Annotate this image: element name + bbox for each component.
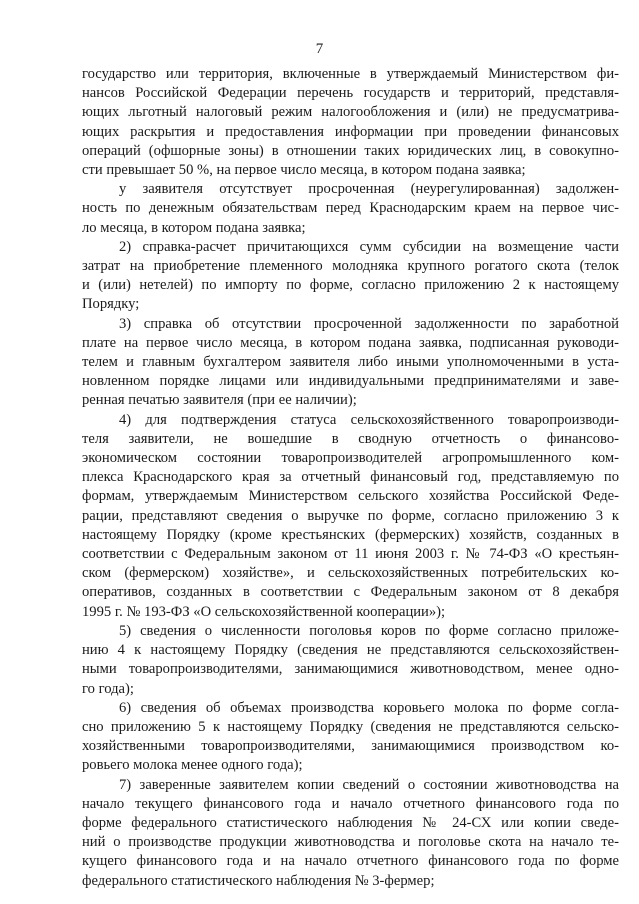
text-line: ском (фермерском) хозяйстве», и сельскохозяйственных потребительских ко-	[82, 565, 619, 582]
text-line: оперативов, созданных в соответствии с Федеральным законом от 8 декабря	[82, 584, 619, 601]
text-line: 3) справка об отсутствии просроченной задолженности по заработной	[119, 315, 619, 332]
text-line: соответствии с Федеральным законом от 11 июня 2003 г. № 74-ФЗ «О крестьян-	[82, 546, 619, 563]
text-line: экономическом состоянии товаропроизводителей агропромышленного ком-	[82, 450, 619, 467]
text-line: ло месяца, в котором подана заявка;	[82, 219, 306, 236]
paragraph	[82, 411, 619, 622]
text-line: у заявителя отсутствует просроченная (неурегулированная) задолжен-	[119, 181, 619, 198]
text-line: 6) сведения об объемах производства коровьего молока по форме согла-	[119, 699, 619, 716]
text-line: формам, утверждаемым Министерством сельского хозяйства Российской Феде-	[82, 488, 619, 505]
paragraph	[82, 622, 619, 699]
text-line: сти превышает 50 %, на первое число месяца, в котором подана заявка;	[82, 162, 526, 179]
text-line: 5) сведения о численности поголовья коров по форме согласно приложе-	[119, 622, 619, 639]
text-line: ний о производстве продукции животноводства и поголовье скота на начало те-	[82, 834, 619, 851]
text-line: ющих льготный налоговый режим налогообложения и (или) не предусматрива-	[82, 104, 619, 121]
text-line: кущего финансового года и на начало отчетного финансового года по форме	[82, 853, 619, 870]
paragraph	[82, 238, 619, 315]
paragraph	[82, 180, 619, 238]
text-line: хозяйственными товаропроизводителями, занимающимися производством ко-	[82, 738, 619, 755]
document-body	[82, 65, 619, 891]
paragraph	[82, 65, 619, 180]
paragraph	[82, 776, 619, 891]
text-line: го года);	[82, 680, 134, 697]
text-line: сно приложению 5 к настоящему Порядку (сведения не представляются сельско-	[82, 718, 619, 735]
text-line: теля заявители, не вошедшие в сводную отчетность о финансово-	[82, 430, 619, 447]
page-number: 7	[315, 41, 324, 57]
paragraph	[82, 315, 619, 411]
text-line: ренная печатью заявителя (при ее наличии);	[82, 392, 357, 409]
text-line: форме федерального статистического наблюдения № 24-СХ или копии сведе-	[82, 814, 619, 831]
text-line: 1995 г. № 193-ФЗ «О сельскохозяйственной кооперации»);	[82, 603, 446, 620]
text-line: плате на первое число месяца, в котором подана заявка, подписанная руководи-	[82, 334, 619, 351]
text-line: 2) справка-расчет причитающихся сумм субсидии на возмещение части	[119, 238, 619, 255]
text-line: операций (офшорные зоны) в отношении таких юридических лиц, в совокупно-	[82, 142, 619, 159]
text-line: ность по денежным обязательствам перед Краснодарским краем на первое чис-	[82, 200, 619, 217]
text-line: телем и главным бухгалтером заявителя либо иными уполномоченными в уста-	[82, 354, 619, 371]
text-line: плекса Краснодарского края за отчетный финансовый год, представляемую по	[82, 469, 619, 486]
text-line: нансов Российской Федерации перечень государств и территорий, представля-	[82, 85, 619, 102]
text-line: Порядку;	[82, 296, 140, 313]
text-line: ющих раскрытия и предоставления информации при проведении финансовых	[82, 123, 619, 140]
text-line: 4) для подтверждения статуса сельскохозяйственного товаропроизводи-	[119, 411, 619, 428]
text-line: и (или) нетелей) по импорту по форме, согласно приложению 2 к настоящему	[82, 277, 619, 294]
text-line: ными товаропроизводителями, занимающимися животноводством, менее одно-	[82, 661, 619, 678]
text-line: рации, представляют сведения о выручке по форме, согласно приложению 3 к	[82, 507, 619, 524]
text-line: государство или территория, включенные в утверждаемый Министерством фи-	[82, 66, 619, 82]
text-line: начало текущего финансового года и начало отчетного финансового года по	[82, 795, 619, 812]
text-line: федерального статистического наблюдения № 3-фермер;	[82, 872, 435, 889]
text-line: новленном порядке лицами или индивидуальными предпринимателями и заве-	[82, 373, 619, 390]
text-line: настоящему Порядку (кроме крестьянских (фермерских) хозяйств, созданных в	[82, 526, 619, 543]
text-line: 7) заверенные заявителем копии сведений о состоянии животноводства на	[119, 776, 619, 793]
text-line: затрат на приобретение племенного молодняка крупного рогатого скота (телок	[82, 258, 619, 275]
paragraph	[82, 699, 619, 776]
text-line: ровьего молока менее одного года);	[82, 757, 303, 774]
text-line: нию 4 к настоящему Порядку (сведения не представляются сельскохозяйствен-	[82, 642, 619, 659]
